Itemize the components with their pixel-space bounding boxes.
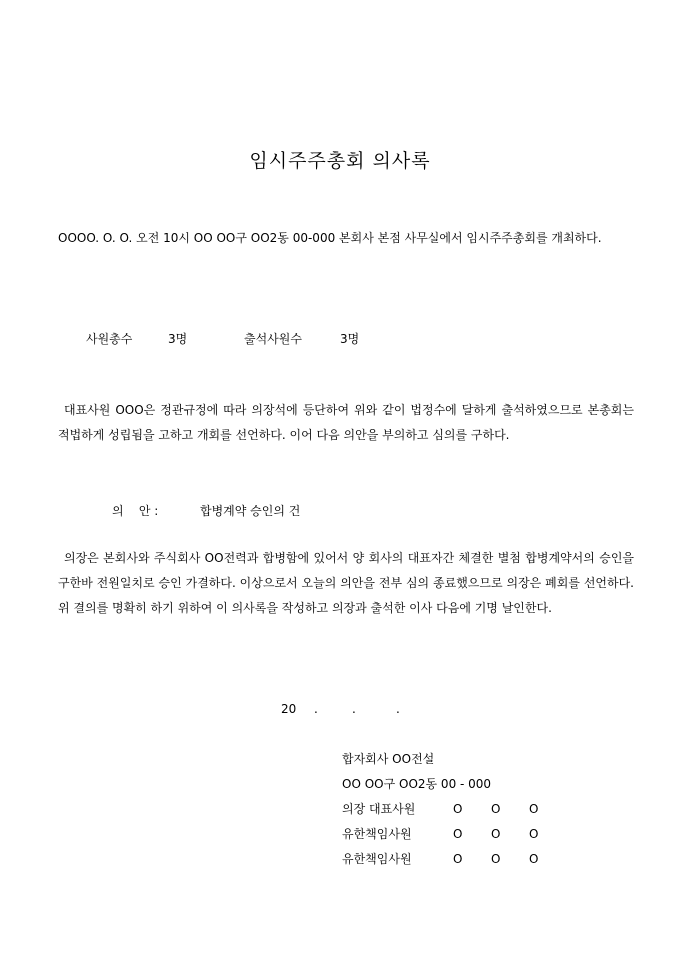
- signer-row: [342, 800, 538, 817]
- seal-mark: O: [529, 852, 539, 866]
- total-members-value: 3명: [168, 332, 188, 346]
- date-dot-3: .: [396, 702, 400, 716]
- signer-row: [342, 850, 538, 867]
- attending-members-value: 3명: [340, 332, 360, 346]
- seal-mark: O: [491, 852, 501, 866]
- document-title: 임시주주총회 의사록: [249, 150, 431, 172]
- signer-role: 유한책임사원: [342, 827, 412, 841]
- date-line: [281, 702, 400, 716]
- date-year: 20: [281, 702, 297, 716]
- date-dot-1: .: [314, 702, 318, 716]
- agenda-value: 합병계약 승인의 건: [200, 504, 301, 518]
- seal-mark: O: [453, 802, 463, 816]
- seal-mark: O: [453, 852, 463, 866]
- signature-address: OO OO구 OO2동 00 - 000: [342, 777, 492, 791]
- seal-mark: O: [491, 802, 501, 816]
- seal-mark: O: [529, 802, 539, 816]
- resolution-paragraph: 의장은 본회사와 주식회사 OO전력과 합병함에 있어서 양 회사의 대표자간 체결한 별첨 합병계약서의 승인을 구한바 전원일치로 승인 가결하다. 이상으로서 오늘의 의안을 전부 심의 종료했으므로 의장은 폐회를 선언하다. 위 결의를 명확히 하기 위하여 이 의사록을 작성하고 의장과 출석한 이사 다음에 기명 날인한다.: [58, 551, 634, 615]
- total-members-label: 사원총수: [86, 332, 133, 346]
- signer-role: 유한책임사원: [342, 852, 412, 866]
- seal-mark: O: [491, 827, 501, 841]
- agenda-label: 의 안 :: [112, 504, 159, 518]
- signer-role: 의장 대표사원: [342, 802, 416, 816]
- date-dot-2: .: [352, 702, 356, 716]
- opening-paragraph: OOOO. O. O. 오전 10시 OO OO구 OO2동 00-000 본회사 본점 사무실에서 임시주주총회를 개최하다.: [58, 231, 602, 245]
- seal-mark: O: [529, 827, 539, 841]
- seal-mark: O: [453, 827, 463, 841]
- signature-company: 합자회사 OO전설: [342, 752, 435, 766]
- agenda-line: [112, 502, 300, 519]
- attending-members-label: 출석사원수: [244, 332, 302, 346]
- declaration-paragraph: 대표사원 OOO은 정관규정에 따라 의장석에 등단하여 위와 같이 법정수에 달하게 출석하였으므로 본총회는 적법하게 성립됨을 고하고 개회를 선언하다. 이어 다음 의안을 부의하고 심의를 구하다.: [58, 403, 634, 442]
- signer-row: [342, 825, 538, 842]
- member-counts: [86, 330, 359, 347]
